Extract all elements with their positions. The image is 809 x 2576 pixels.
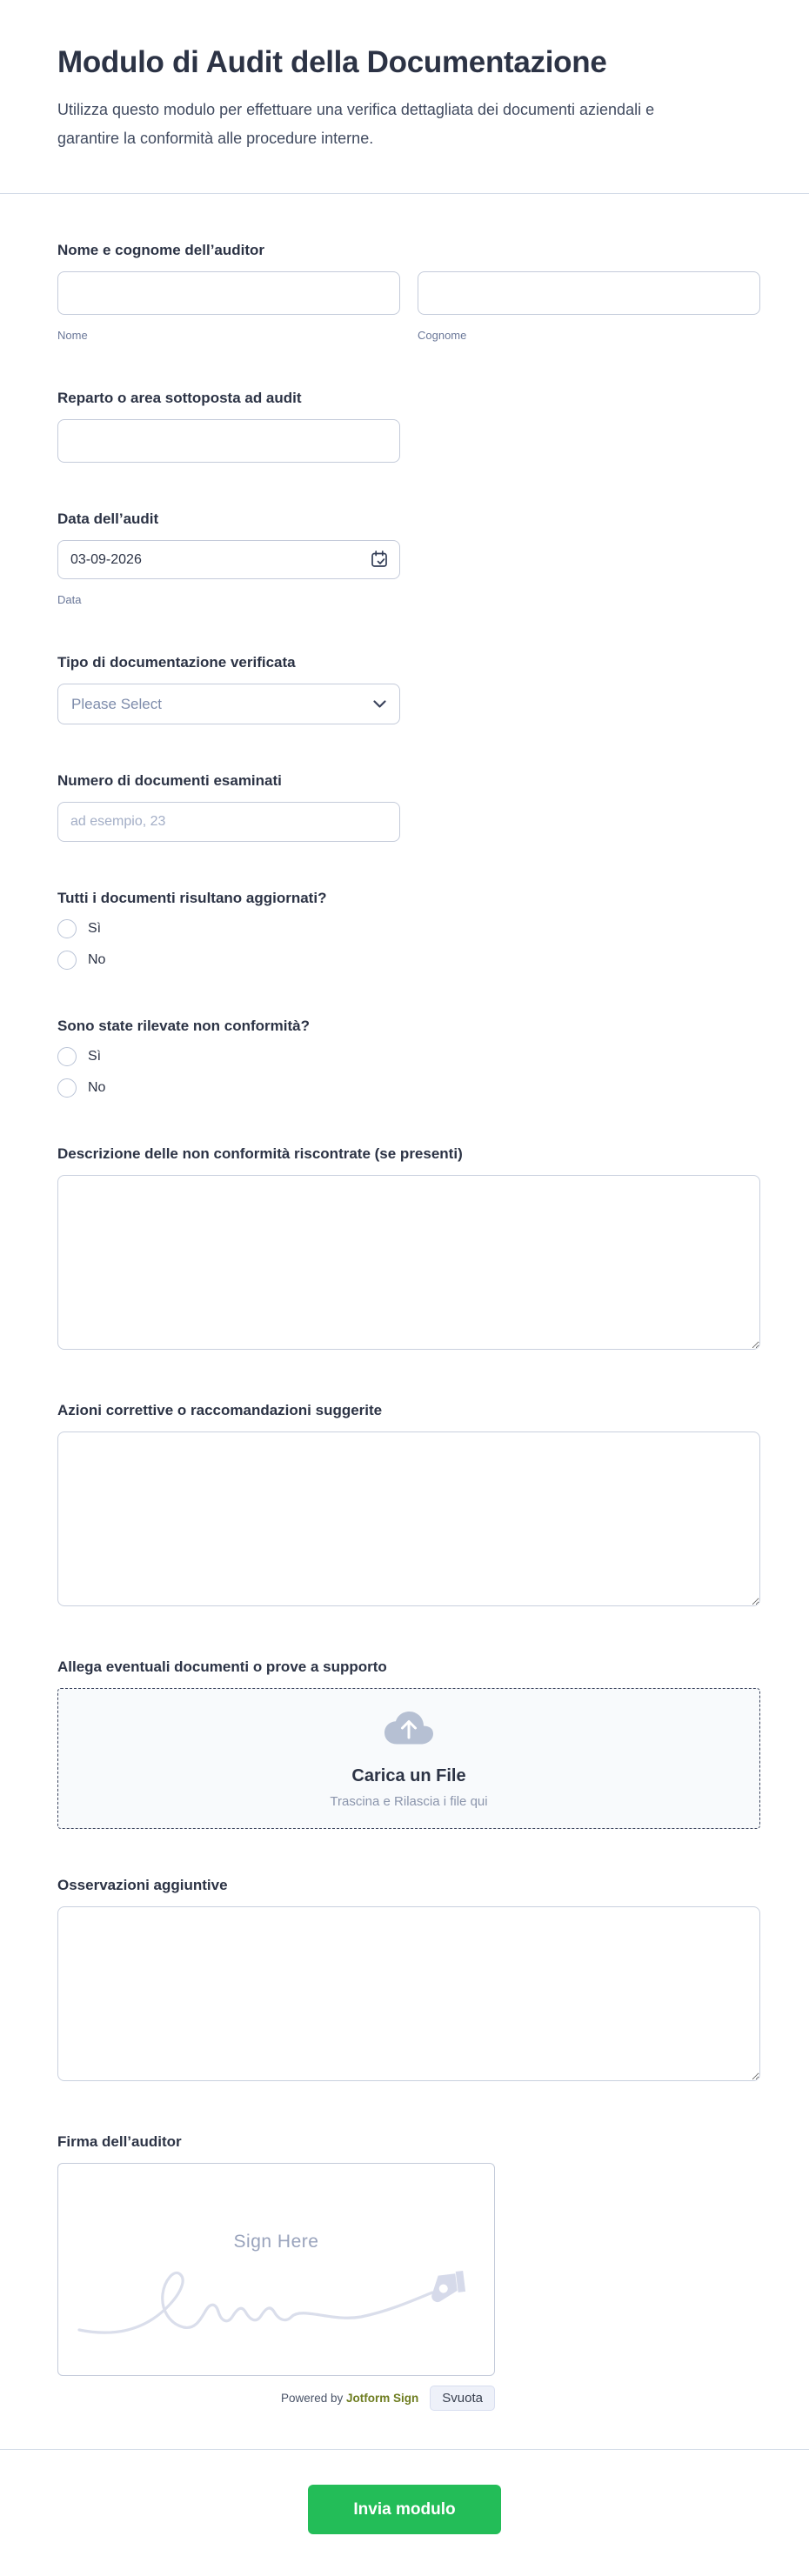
pen-nib-icon	[425, 2260, 475, 2312]
doc-count-input[interactable]	[57, 802, 400, 842]
signature-pad[interactable]	[57, 2163, 495, 2376]
form-description: Utilizza questo modulo per effettuare una verifica dettagliata dei documenti aziendali e garantire la conformità alle procedure interne.	[57, 101, 655, 147]
corrective-actions-textarea[interactable]	[57, 1431, 760, 1606]
audit-date-sublabel: Data	[57, 593, 82, 606]
department-label: Reparto o area sottoposta ad audit	[57, 390, 302, 406]
radio-button-icon[interactable]	[57, 1078, 77, 1098]
signature-clear-button[interactable]: Svuota	[430, 2386, 495, 2411]
signature-footer	[57, 2386, 495, 2411]
nonconformities-label: Sono state rilevate non conformità?	[57, 1018, 310, 1034]
field-department	[57, 390, 760, 463]
field-nonconformities	[57, 1018, 760, 1098]
field-all-updated	[57, 890, 760, 970]
jotform-sign-brand: Jotform Sign	[346, 2392, 419, 2405]
sign-here-text: Sign Here	[233, 2232, 319, 2252]
field-notes	[57, 1877, 760, 2085]
doc-type-label: Tipo di documentazione verificata	[57, 654, 296, 671]
doc-count-label: Numero di documenti esaminati	[57, 772, 282, 789]
submit-button[interactable]: Invia modulo	[308, 2485, 501, 2534]
upload-title: Carica un File	[351, 1766, 466, 1785]
radio-option-label: No	[88, 1080, 106, 1095]
powered-by-prefix: Powered by	[280, 2392, 344, 2405]
field-audit-date	[57, 511, 760, 606]
all-updated-label: Tutti i documenti risultano aggiornati?	[57, 890, 327, 906]
field-nonconformities-desc	[57, 1145, 760, 1354]
page-title: Modulo di Audit della Documentazione	[57, 45, 607, 79]
audit-date-input[interactable]	[57, 540, 400, 579]
all-updated-option-yes[interactable]	[57, 919, 760, 938]
doc-type-select[interactable]	[57, 684, 400, 724]
field-signature	[57, 2133, 760, 2411]
first-name-input[interactable]	[57, 271, 400, 315]
notes-textarea[interactable]	[57, 1906, 760, 2081]
notes-label: Osservazioni aggiuntive	[57, 1877, 228, 1893]
radio-option-label: Sì	[88, 1049, 102, 1064]
file-upload-dropzone[interactable]	[57, 1688, 760, 1829]
nonconformities-desc-label: Descrizione delle non conformità riscontrate (se presenti)	[57, 1145, 463, 1162]
first-name-sublabel: Nome	[57, 329, 88, 342]
fullname-label: Nome e cognome dell’auditor	[57, 242, 265, 258]
radio-option-label: Sì	[88, 921, 102, 936]
field-fullname	[57, 242, 760, 342]
calendar-check-icon	[370, 558, 389, 571]
radio-button-icon[interactable]	[57, 1047, 77, 1066]
cloud-upload-icon	[380, 1708, 438, 1756]
corrective-actions-label: Azioni correttive o raccomandazioni suggerite	[57, 1402, 383, 1418]
powered-by-text	[281, 2392, 418, 2405]
last-name-sublabel: Cognome	[418, 329, 467, 342]
nonconformities-desc-textarea[interactable]	[57, 1175, 760, 1350]
field-doc-count	[57, 772, 760, 842]
field-doc-type	[57, 654, 760, 724]
radio-button-icon[interactable]	[57, 919, 77, 938]
field-attachments	[57, 1658, 760, 1829]
nonconformities-option-no[interactable]	[57, 1078, 760, 1098]
signature-label: Firma dell’auditor	[57, 2133, 182, 2150]
last-name-input[interactable]	[418, 271, 760, 315]
calendar-picker-button[interactable]	[370, 550, 389, 569]
all-updated-option-no[interactable]	[57, 951, 760, 970]
submit-section	[0, 2450, 809, 2534]
form-header	[0, 45, 809, 153]
radio-button-icon[interactable]	[57, 951, 77, 970]
nonconformities-option-yes[interactable]	[57, 1047, 760, 1066]
signature-squiggle-art	[74, 2247, 479, 2360]
attachments-label: Allega eventuali documenti o prove a supporto	[57, 1658, 387, 1675]
audit-date-label: Data dell’audit	[57, 511, 159, 527]
doc-type-selected-value: Please Select	[71, 695, 162, 712]
radio-option-label: No	[88, 952, 106, 967]
chevron-down-icon	[373, 697, 386, 712]
upload-subtitle: Trascina e Rilascia i file qui	[330, 1794, 488, 1809]
department-input[interactable]	[57, 419, 400, 463]
field-corrective-actions	[57, 1402, 760, 1611]
